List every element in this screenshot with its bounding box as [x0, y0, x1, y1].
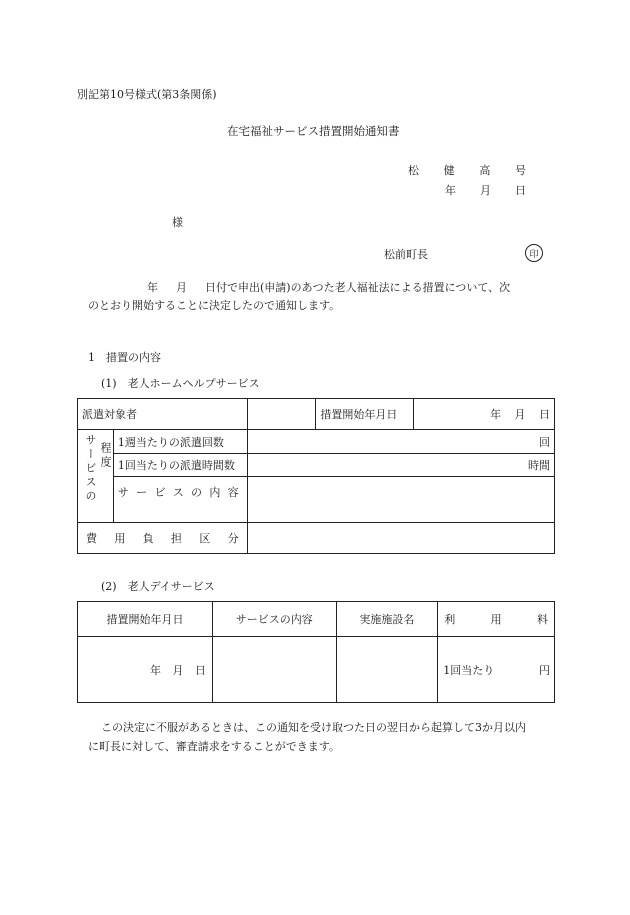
service-degree-header [78, 430, 114, 523]
cost-burden-value [247, 523, 554, 554]
table-row [78, 637, 555, 703]
start-date-value: 年 月 日 [414, 399, 555, 430]
degree-vertical-label: 程度 [99, 442, 112, 470]
section-heading: 1 措置の内容 [88, 351, 161, 364]
table-row [78, 399, 555, 430]
weekly-dispatch-value: 回 [247, 430, 554, 454]
date-year-label: 年 [445, 184, 456, 197]
issuer-name: 松前町長 [384, 248, 428, 261]
service-vertical-label: サービスの [84, 434, 97, 504]
document-title: 在宅福祉サービス措置開始通知書 [227, 124, 400, 138]
document-number [408, 162, 526, 178]
doc-number-part: 健 [443, 164, 455, 177]
table-row [78, 430, 555, 454]
addressee-suffix: 様 [172, 216, 183, 229]
home-help-table [77, 398, 555, 554]
table-row [78, 523, 555, 554]
header-start-date: 措置開始年月日 [78, 602, 213, 637]
table-row [78, 602, 555, 637]
cell-service-content [212, 637, 336, 703]
dispatch-target-value [247, 399, 316, 430]
subsection-heading-day-service: (2) 老人デイサービス [101, 580, 215, 593]
doc-number-part: 松 [408, 164, 419, 177]
table-row [78, 477, 555, 523]
cost-burden-label: 費 用 負 担 区 分 [78, 523, 248, 554]
date-month-label: 月 [480, 184, 491, 197]
date-day-label: 日 [515, 184, 526, 197]
cell-facility-name [336, 637, 438, 703]
seal-stamp: 印 [525, 244, 543, 262]
header-facility-name: 実施施設名 [336, 602, 438, 637]
table-row [78, 454, 555, 477]
form-reference: 別記第10号様式(第3条関係) [77, 88, 217, 101]
intro-line-2: のとおり開始することに決定したので通知します。 [88, 299, 341, 312]
header-fee: 利 用 料 [438, 602, 555, 637]
appeal-notice-line-2: に町長に対して、審査請求をすることができます。 [88, 740, 340, 753]
subsection-heading-home-help: (1) 老人ホームヘルプサービス [101, 377, 260, 390]
cell-fee: 1回当たり 円 [438, 637, 555, 703]
doc-number-part: 号 [514, 164, 526, 177]
service-content-value [247, 477, 554, 523]
doc-number-part: 高 [479, 164, 491, 177]
appeal-notice-line-1: この決定に不服があるときは、この通知を受け取つた日の翌日から起算して3か月以内 [101, 721, 526, 734]
per-time-dispatch-value: 時間 [247, 454, 554, 477]
header-service-content: サービスの内容 [212, 602, 336, 637]
document-date [445, 182, 526, 198]
intro-line-1: 年 月 日付で申出(申請)のあつた老人福祉法による措置について、次 [147, 281, 511, 294]
per-time-dispatch-label: 1回当たりの派遣時間数 [113, 454, 247, 477]
dispatch-target-label: 派遣対象者 [78, 399, 248, 430]
day-service-table [77, 601, 555, 703]
start-date-label: 措置開始年月日 [316, 399, 414, 430]
weekly-dispatch-label: 1週当たりの派遣回数 [113, 430, 247, 454]
cell-start-date: 年 月 日 [78, 637, 213, 703]
service-content-label: サ ー ビ ス の 内 容 [113, 477, 247, 523]
